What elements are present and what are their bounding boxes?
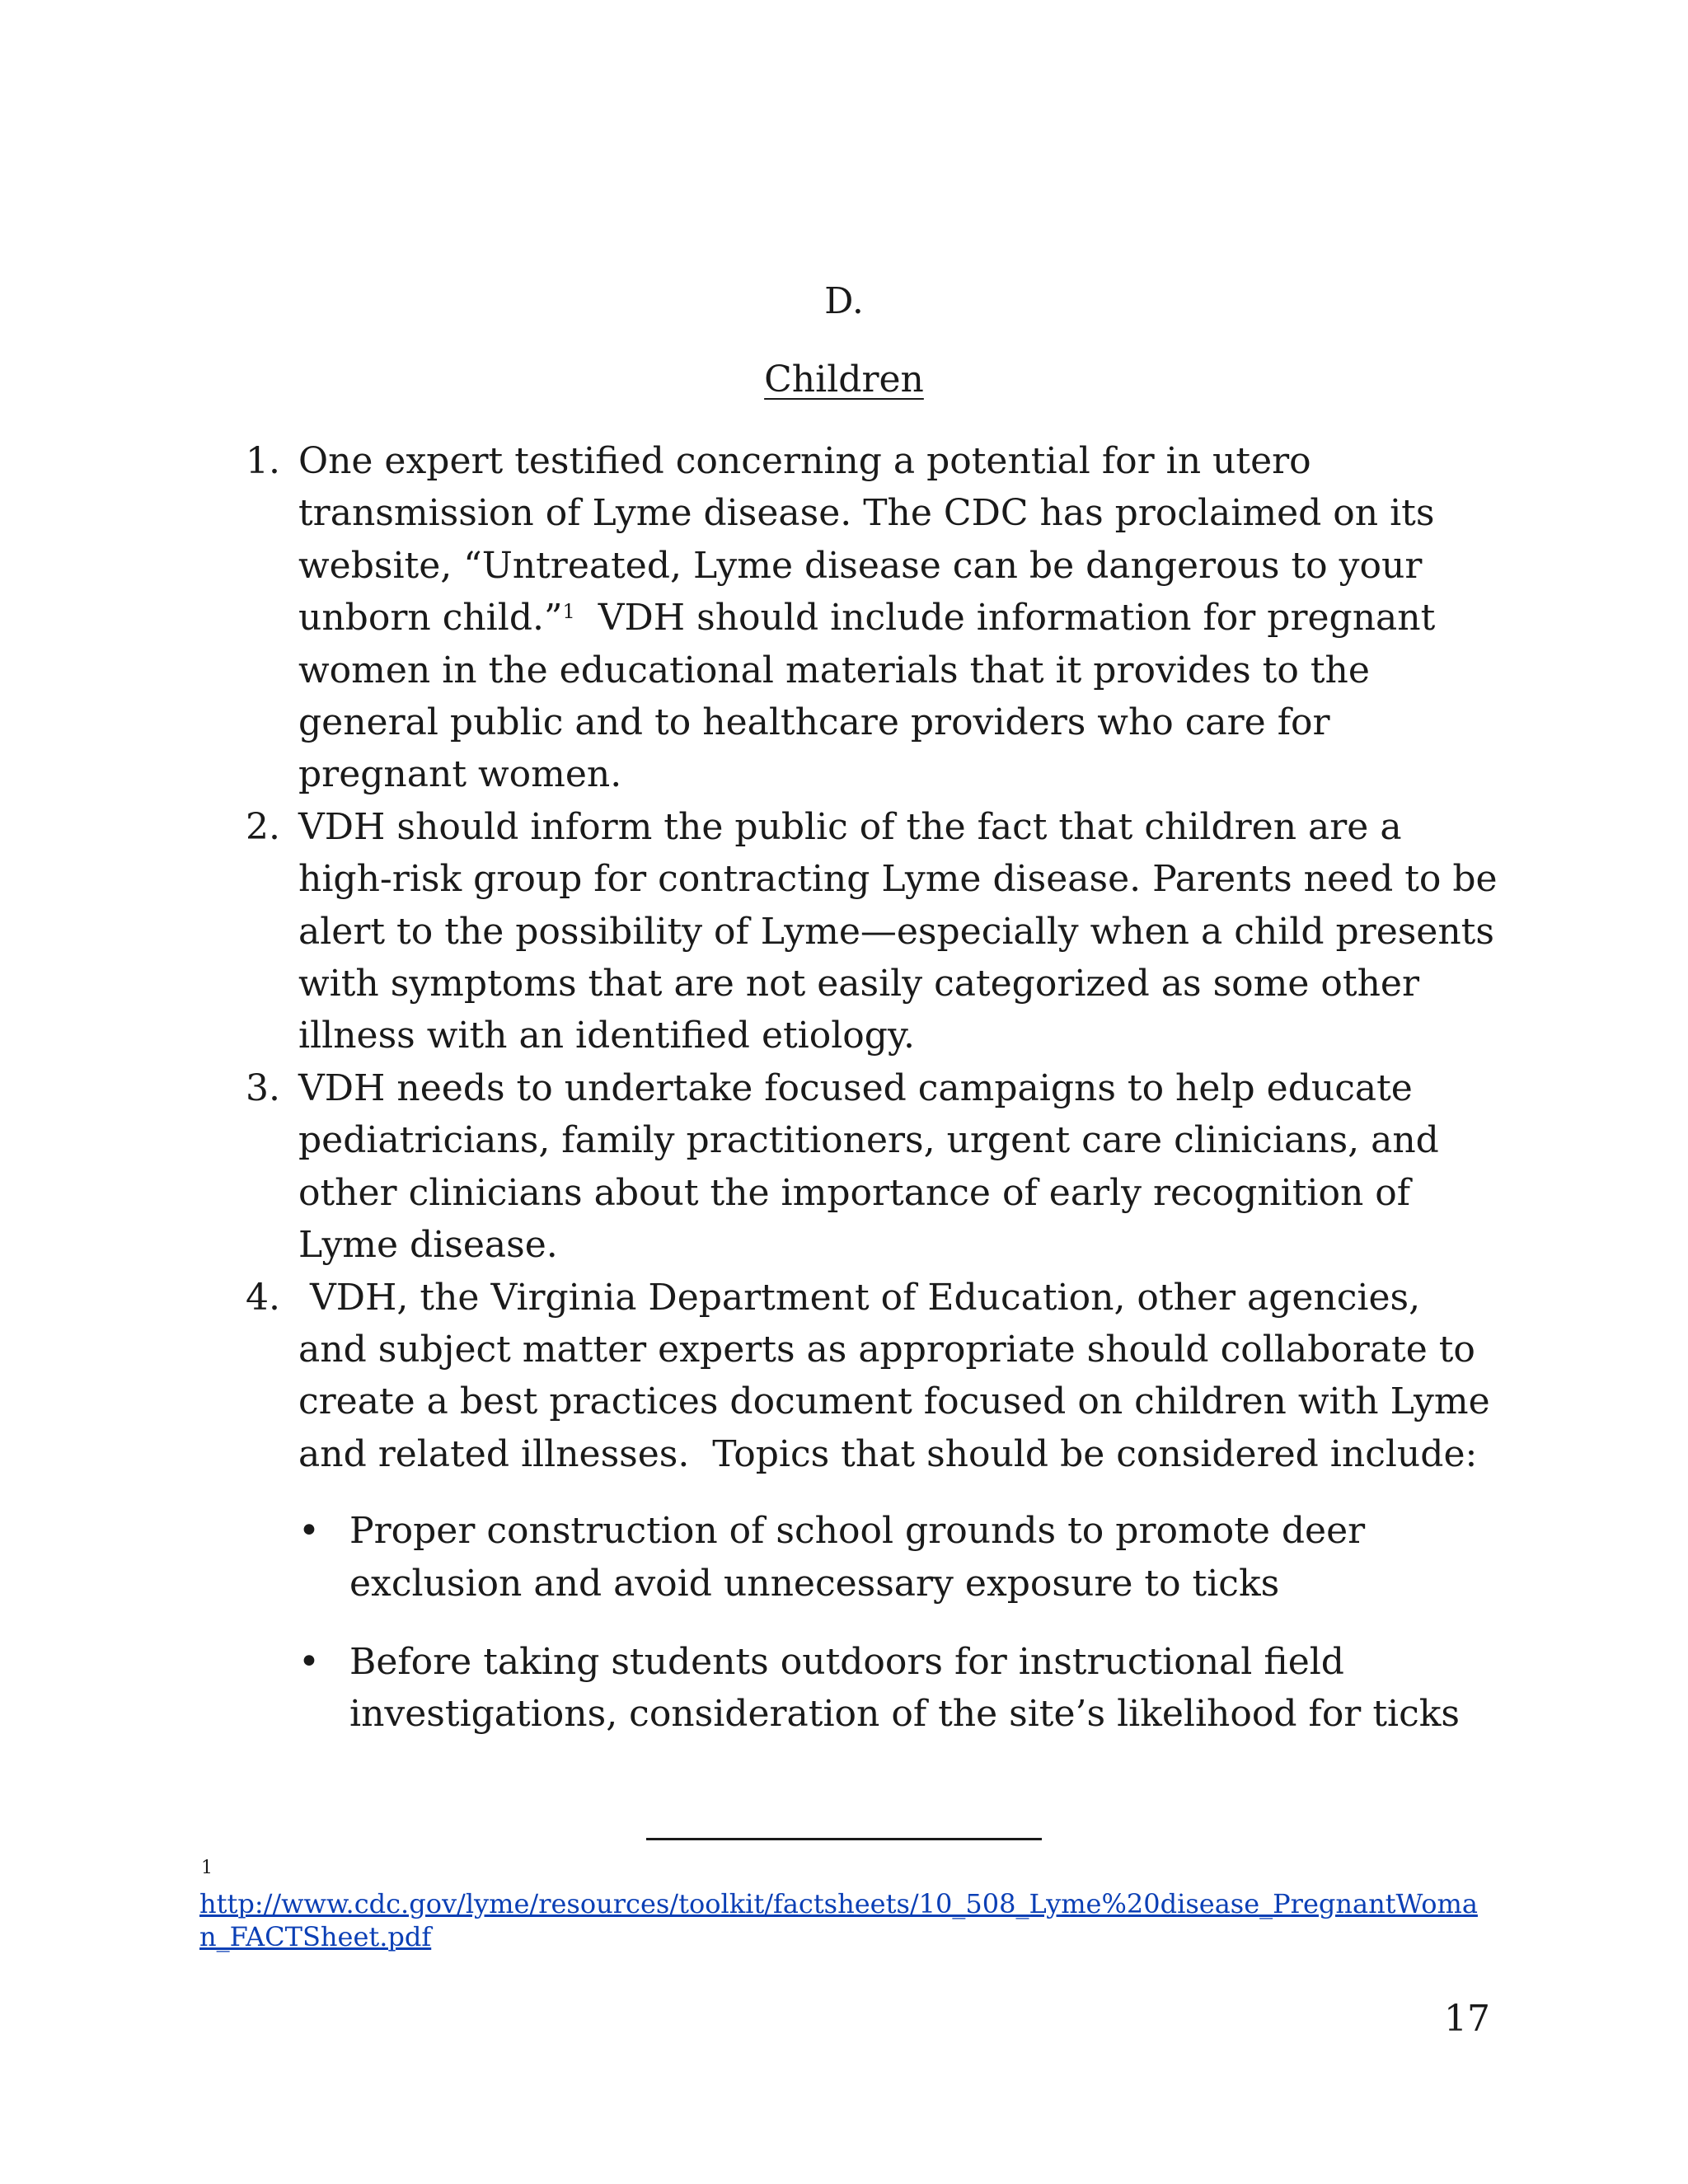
section-title-text: Children xyxy=(764,359,924,401)
list-item xyxy=(246,435,1498,801)
topic-text: Before taking students outdoors for instructional field investigations, consideration of the site’s likelihood for ticks xyxy=(349,1640,1460,1736)
item-number: 1. xyxy=(246,440,280,482)
item-text: VDH should inform the public of the fact that children are a high-risk group for contracting Lyme disease. Parents need to be alert to the possibility of Lyme—especially when a child presents with symptoms that are not easily categorized as some other illness with an identified etiology. xyxy=(298,805,1498,1057)
item-number: 4. xyxy=(246,1276,280,1319)
item-text-continued: VDH should include information for pregnant women in the educational materials that it provides to the general public and to healthcare providers who care for pregnant women. xyxy=(298,597,1447,796)
item-number: 2. xyxy=(246,805,280,848)
section-letter: D. xyxy=(824,280,864,322)
footnote-separator xyxy=(646,1838,1042,1840)
page-number: 17 xyxy=(1444,1998,1490,2040)
footnote-link[interactable]: http://www.cdc.gov/lyme/resources/toolkit/factsheets/10_508_Lyme%20disease_PregnantWoman_FACTSheet.pdf xyxy=(199,1888,1478,1952)
bullet-icon: • xyxy=(298,1510,320,1553)
list-item xyxy=(246,801,1498,1062)
item-number: 3. xyxy=(246,1066,280,1109)
recommendations-list xyxy=(246,435,1502,1767)
topic-bullet xyxy=(298,1636,1498,1741)
item-text: VDH needs to undertake focused campaigns to help educate pediatricians, family practitioners, urgent care clinicians, and other clinicians about the importance of early recognition of Lyme disease. xyxy=(298,1066,1439,1267)
bullet-icon: • xyxy=(298,1640,320,1683)
footnote-number: 1 xyxy=(201,1858,213,1878)
topic-text: Proper construction of school grounds to promote deer exclusion and avoid unnecessary exposure to ticks xyxy=(349,1510,1366,1605)
topic-bullet-list xyxy=(298,1505,1498,1741)
item-text: VDH, the Virginia Department of Education, other agencies, and subject matter experts as appropriate should collaborate to create a best practices document focused on children with Lyme and related illnesses. Topics that should be considered include: xyxy=(298,1276,1502,1475)
item-text: One expert testified concerning a potential for in utero transmission of Lyme disease. The CDC has proclaimed on its website, “Untreated, Lyme disease can be dangerous to your unborn child.” xyxy=(298,440,1435,640)
list-item xyxy=(246,1272,1502,1741)
footnote-reference: 1 xyxy=(562,600,575,624)
list-item xyxy=(246,1062,1498,1272)
section-title xyxy=(0,357,1688,403)
topic-bullet xyxy=(298,1505,1498,1610)
